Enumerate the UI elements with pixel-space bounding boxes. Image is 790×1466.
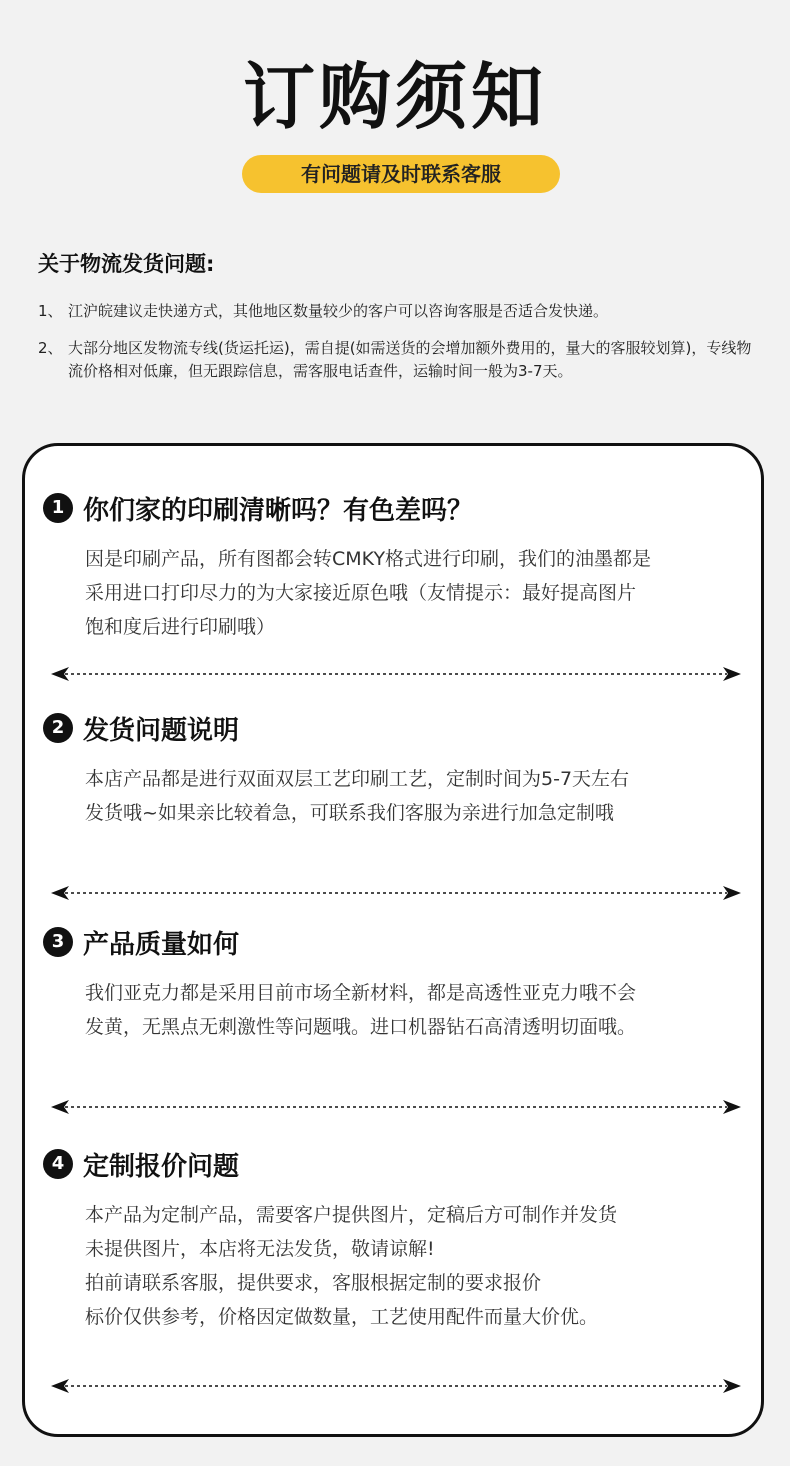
number-badge: 4: [43, 1149, 73, 1179]
dashed-divider: [51, 1097, 741, 1117]
faq-section-shipping: [43, 708, 743, 830]
list-item-text: 江沪皖建议走快递方式，其他地区数量较少的客户可以咨询客服是否适合发快递。: [68, 302, 609, 320]
body-line: 采用进口打印尽力的为大家接近原色哦（友情提示：最好提高图片: [85, 582, 637, 604]
dashed-divider: [51, 1376, 741, 1396]
list-item: [38, 300, 758, 323]
body-line: 标价仅供参考，价格因定做数量，工艺使用配件而量大价优。: [85, 1306, 599, 1328]
list-item-text: 大部分地区发物流专线(货运托运)，需自提(如需送货的会增加额外费用的，量大的客服较划算)，专线物流价格相对低廉，但无跟踪信息，需客服电话查件，运输时间一般为3-7天。: [68, 339, 752, 380]
faq-section-body: [43, 542, 743, 644]
list-item: [38, 337, 758, 383]
body-line: 发黄，无黑点无刺激性等问题哦。进口机器钻石高清透明切面哦。: [85, 1016, 637, 1038]
logistics-heading: 关于物流发货问题:: [38, 252, 215, 276]
faq-section-title: 你们家的印刷清晰吗？有色差吗？: [83, 495, 474, 526]
body-line: 因是印刷产品，所有图都会转CMKY格式进行印刷，我们的油墨都是: [85, 548, 652, 570]
faq-section-header: [43, 1144, 743, 1184]
body-line: 未提供图片，本店将无法发货，敬请谅解!: [85, 1238, 435, 1260]
faq-section-header: [43, 922, 743, 962]
body-line: 发货哦~如果亲比较着急，可联系我们客服为亲进行加急定制哦: [85, 802, 614, 824]
logistics-notice: [38, 248, 758, 397]
contact-service-banner: 有问题请及时联系客服: [242, 155, 560, 193]
page-title: 订购须知: [242, 55, 547, 139]
faq-section-header: [43, 708, 743, 748]
dashed-divider: [51, 883, 741, 903]
dashed-divider: [51, 664, 741, 684]
faq-section-body: [43, 762, 743, 830]
body-line: 饱和度后进行印刷哦）: [85, 616, 276, 638]
number-badge: 3: [43, 927, 73, 957]
logistics-list: [38, 300, 758, 383]
faq-card: [22, 443, 764, 1437]
faq-section-title: 发货问题说明: [83, 715, 240, 746]
faq-section-title: 产品质量如何: [83, 929, 240, 960]
faq-section-custom-quote: [43, 1144, 743, 1334]
number-badge: 1: [43, 493, 73, 523]
body-line: 本产品为定制产品，需要客户提供图片，定稿后方可制作并发货: [85, 1204, 618, 1226]
faq-section-product-quality: [43, 922, 743, 1044]
body-line: 拍前请联系客服，提供要求，客服根据定制的要求报价: [85, 1272, 542, 1294]
faq-section-body: [43, 1198, 743, 1334]
faq-section-title: 定制报价问题: [83, 1151, 240, 1182]
faq-section-print-quality: [43, 488, 743, 644]
faq-section-header: [43, 488, 743, 528]
list-item-number: 2、: [38, 339, 63, 357]
number-badge: 2: [43, 713, 73, 743]
body-line: 本店产品都是进行双面双层工艺印刷工艺，定制时间为5-7天左右: [85, 768, 630, 790]
list-item-number: 1、: [38, 302, 63, 320]
faq-section-body: [43, 976, 743, 1044]
body-line: 我们亚克力都是采用目前市场全新材料，都是高透性亚克力哦不会: [85, 982, 637, 1004]
